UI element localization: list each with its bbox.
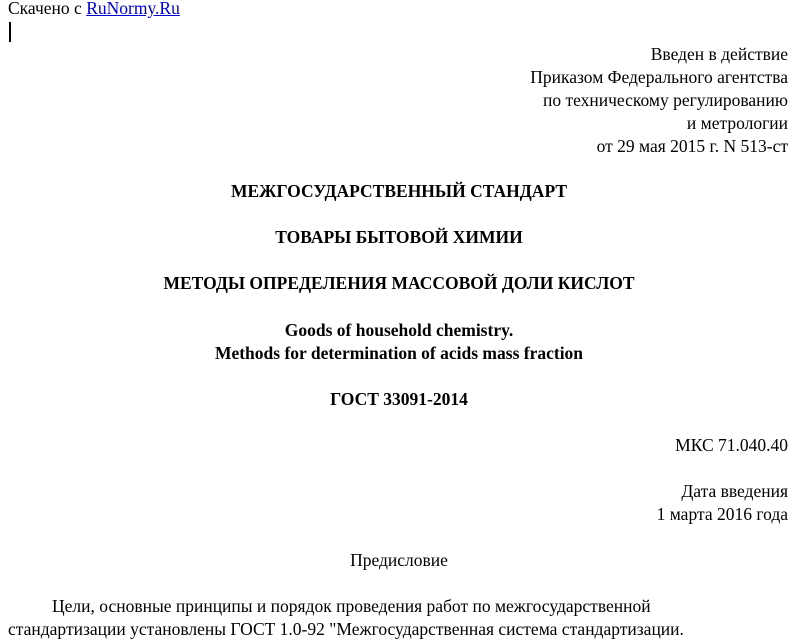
enactment-line: по техническому регулированию xyxy=(542,90,788,110)
mks-code: МКС 71.040.40 xyxy=(675,435,788,455)
enactment-block xyxy=(530,43,788,158)
title-en-line-1: Goods of household chemistry. xyxy=(284,320,514,340)
source-prefix: Скачено с xyxy=(8,0,87,18)
subtitle-ru-heading: МЕТОДЫ ОПРЕДЕЛЕНИЯ МАССОВОЙ ДОЛИ КИСЛОТ xyxy=(163,273,635,293)
foreword-title: Предисловие xyxy=(350,550,448,570)
enactment-line: Приказом Федерального агентства xyxy=(530,67,788,87)
paragraph-line-text: Цели, основные принципы и порядок проведения работ по межгосударственной xyxy=(52,596,651,616)
standard-type-heading: МЕЖГОСУДАРСТВЕННЫЙ СТАНДАРТ xyxy=(230,181,568,201)
title-en-line-2: Methods for determination of acids mass fraction xyxy=(214,343,584,363)
gost-number: ГОСТ 33091-2014 xyxy=(330,389,468,409)
intro-date-value: 1 марта 2016 года xyxy=(656,504,788,524)
intro-date-block xyxy=(657,480,788,526)
enactment-line: Введен в действие xyxy=(650,44,788,64)
title-ru-heading: ТОВАРЫ БЫТОВОЙ ХИМИИ xyxy=(275,227,523,247)
text-cursor xyxy=(9,22,11,42)
paragraph-line xyxy=(8,595,788,618)
source-line xyxy=(8,0,180,20)
foreword-paragraph xyxy=(8,595,788,641)
enactment-line: от 29 мая 2015 г. N 513-ст xyxy=(596,136,788,156)
source-link[interactable]: RuNormy.Ru xyxy=(86,0,180,18)
paragraph-line: стандартизации установлены ГОСТ 1.0-92 "Межгосударственная система стандартизации. xyxy=(8,619,684,639)
intro-date-label: Дата введения xyxy=(681,481,788,501)
enactment-line: и метрологии xyxy=(686,113,788,133)
